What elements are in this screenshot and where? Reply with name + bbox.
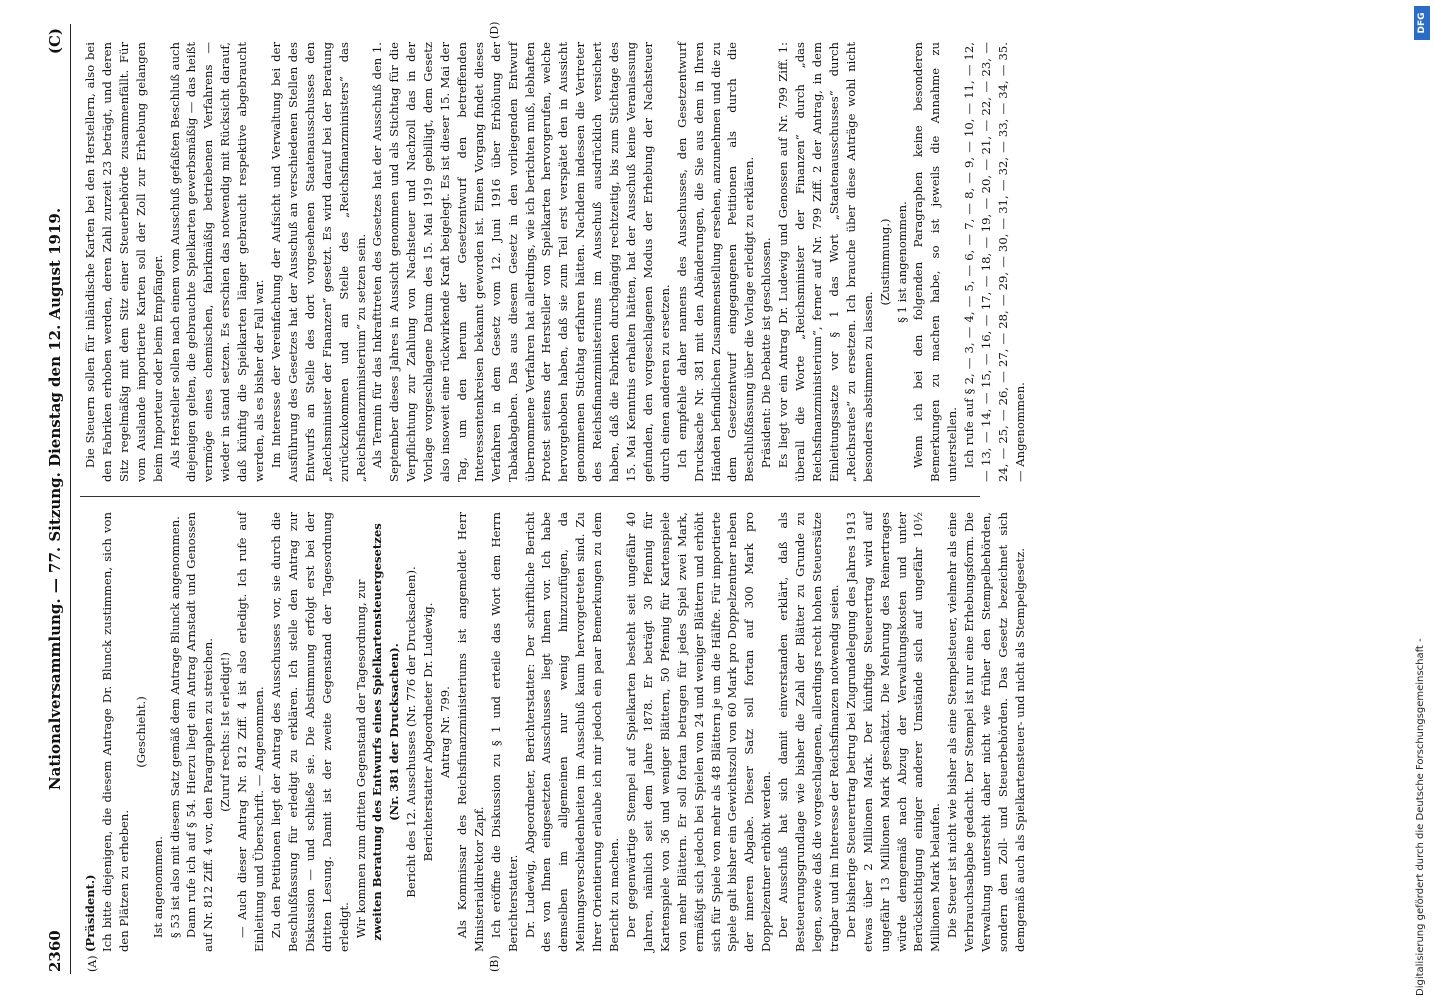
paragraph: Ich empfehle daher namens des Ausschusses, den Gesetzentwurf Drucksache Nr. 381 mit den Abänderungen, die Sie aus dem in Ihren Händen befindlichen Zusammenstellung ersehen, anzunehmen und die zu dem Gesetzentwurf eingegangenen Petitionen als durch die Beschlußfassung über die Vorlage erledigt zu erklären. (674, 42, 757, 482)
paragraph: Ist angenommen. (150, 836, 165, 939)
paragraph: Wir kommen zum dritten Gegenstand der Tagesordnung, zur (353, 579, 368, 939)
paragraph-president: Präsident: Die Debatte ist geschlossen. (759, 237, 774, 469)
paragraph: Der bisherige Steuerertrag betrug bei Zugrundelegung des Jahres 1913 etwas über 2 Millionen Mark. Der künftige Steuerertrag wird auf ungefähr 13 Millionen Mark geschätzt. Die Mehrung des Reinertrages würde demgemäß nach Abzug der Verwaltungskosten und unter Berücksichtigung einiger anderer Umstände sich auf ungefähr 10½ Millionen Mark belaufen. (843, 512, 943, 952)
paragraph: Die Steuer ist nicht wie bisher als eine Stempelsteuer, vielmehr als eine Verbrauchsabgabe gedacht. Der Stempel ist nur eine Erhebungsform. Die Verwaltung untersteht daher nicht wie früher den Stempelbehörden, sondern den Zoll- und Steuerbehörden. Das Gesetz bezeichnet sich demgemäß auch als Spielkartensteuer- und nicht als Stempelgesetz. (945, 512, 1027, 952)
stage-direction: (Zuruf rechts: Ist erledigt!) (218, 652, 233, 812)
speech-paragraph: Dr. Ludewig, Abgeordneter, Berichterstatter: Der schriftliche Bericht des von Ihnen eingesetzten Ausschusses liegt Ihnen vor. Ich habe demselben im allgemeinen nur wenig hinzuzufügen, da Meinungsverschiedenheiten im Ausschuß kaum hervorgetreten sind. Zu Ihrer Orientierung erlaube ich mir jedoch ein paar Bemerkungen zu dem Bericht zu machen. (522, 512, 622, 952)
paragraph: Dann rufe ich auf § 54. Hierzu liegt ein Antrag Arnstadt und Genossen auf Nr. 812 Ziff. 4 vor, den Paragraphen zu streichen. (184, 512, 216, 952)
paragraph: Als Termin für das Inkrafttreten des Gesetzes hat der Ausschuß den 1. September dieses Jahres in Aussicht genommen und als Stichtag für die Verpflichtung zur Zahlung von Nachsteuer und Nachzoll das in der Vorlage vorgeschlagene Datum des 15. Mai 1919 gebilligt, dem Gesetz also insoweit eine rückwirkende Kraft beigelegt. Es ist dieser 15. Mai der Tag, um den herum der Gesetzentwurf den betreffenden Interessentenkreisen bekannt geworden ist. Einen Vorgang findet dieses Verfahren in dem Gesetz vom 12. Juni 1916 über Erhöhung der Tabakabgaben. Das aus diesem Gesetz in den vorliegenden Entwurf übernommene Verfahren hat allerdings, wie ich berichten muß, lebhaften Protest seitens der Hersteller von Spielkarten hervorgerufen, welche hervorgehoben haben, daß sie zum Teil erst verspätet den in Aussicht genommenen Stichtag erfahren hätten. Nachdem indessen die Vertreter des Reichsfinanzministeriums im Ausschuß ausdrücklich versichert haben, daß die Fabriken durchgängig rechtzeitig, bis zum Stichtage des 15. Mai Kenntnis erhalten hätten, hat der Ausschuß keine Veranlassung gefunden, den vorgeschlagenen Modus der Erhebung der Nachsteuer durch einen anderen zu ersetzen. (370, 42, 672, 482)
agenda-heading: zweiten Beratung des Entwurfs eines Spielkartensteuergesetzes (Nr. 381 der Drucksachen). (370, 523, 402, 941)
paragraph: Der gegenwärtige Stempel auf Spielkarten besteht seit ungefähr 40 Jahren, nämlich seit dem Jahre 1878. Er beträgt 30 Pfennig für Kartenspiele von 36 und weniger Blättern, 50 Pfennig für Kartenspiele von mehr Blättern. Er soll fortan betragen für jedes Spiel zwei Mark, ermäßigt sich jedoch bei Spielen von 24 und weniger Blättern und erhöht sich für Spiele von mehr als 48 Blättern je um die Hälfte. Für importierte Spiele galt bisher ein Gewichtszoll von 60 Mark pro Doppelzentner neben der inneren Abgabe. Dieser Satz soll fortan auf 300 Mark pro Doppelzentner erhöht werden. (624, 512, 774, 952)
paragraph: Es liegt vor ein Antrag Dr. Ludewig und Genossen auf Nr. 799 Ziff. 1: überall die Worte „Reichsminister der Finanzen“ durch „das Reichsfinanzministerium“, ferner auf Nr. 799 Ziff. 2 der Antrag, in dem Einleitungssatze vor § 1 das Wort „Staatenausschusses“ durch „Reichsrates“ zu ersetzen. Ich brauche über diese Anträge wohl nicht besonders abstimmen zu lassen. (776, 42, 875, 482)
stage-direction: (Zustimmung.) (877, 218, 892, 306)
left-column (82, 512, 1029, 952)
page-number: 2360 (46, 930, 64, 972)
paragraph: Im Interesse der Vereinfachung der Aufsicht und Verwaltung bei der Ausführung des Gesetzes hat der Ausschuß an verschiedenen Stellen des Entwurfs an Stelle des dort vorgesehenen Staatenausschusses den „Reichsminister der Finanzen“ gesetzt. Es wird darauf bei der Beratung zurückzukommen und an Stelle des „Reichsfinanzministers“ das „Reichsfinanzministerium“ zu setzen sein. (268, 42, 368, 482)
paragraph: Zu den Petitionen liegt der Antrag des Ausschusses vor, sie durch die Beschlußfassung für erledigt zu erklären. Ich stelle den Antrag zur Diskussion — und schließe sie. Die Abstimmung erfolgt erst bei der dritten Lesung. Damit ist der zweite Gegenstand der Tagesordnung erledigt. (268, 512, 351, 952)
paragraph: — Auch dieser Antrag Nr. 812 Ziff. 4 ist also erledigt. Ich rufe auf Einleitung und Überschrift. — Angenommen. (235, 512, 267, 952)
paragraph: § 1 ist angenommen. (894, 201, 909, 323)
dfg-logo-text: DFG (1417, 12, 1427, 34)
paragraph: Ich bitte diejenigen, die diesem Antrage Dr. Blunck zustimmen, sich von den Plätzen zu erheben. (99, 512, 131, 952)
rotated-page (40, 21, 1400, 974)
paragraph: Antrag Nr. 799. (438, 686, 453, 778)
dfg-logo (1414, 6, 1430, 40)
credit-text: Digitalisierung gefördert durch die Deutsche Forschungsgemeinschaft - (1415, 638, 1426, 996)
paragraph: Als Hersteller sollen nach einem vom Ausschuß gefaßten Beschluß auch diejenigen gelten, die gebrauchte Spielkarten gewerbsmäßig — das heißt vermöge eines chemischen, fabrikmäßig betriebenen Verfahrens — wieder in stand setzen. Es erschien das notwendig mit Rücksicht darauf, daß künftig die Spielkarten länger gebraucht respektive abgebraucht werden, als es bisher der Fall war. (167, 41, 267, 482)
paragraph: Als Kommissar des Reichsfinanzministeriums ist angemeldet Herr Ministerialdirektor Zapf. (454, 512, 486, 952)
paragraph: Berichterstatter Abgeordneter Dr. Ludewig. (421, 602, 436, 862)
margin-marker-c: (C) (46, 28, 64, 55)
paragraph: Ich eröffne die Diskussion zu § 1 und erteile das Wort dem Herrn Berichterstatter. (488, 512, 520, 952)
column-divider (80, 496, 980, 497)
paragraph: § 53 ist also mit diesem Satz gemäß dem Antrage Blunck angenommen. (167, 516, 182, 939)
paragraph: Wenn ich bei den folgenden Paragraphen keine besonderen Bemerkungen zu machen habe, so ist jeweils die Annahme zu unterstellen. (911, 42, 960, 482)
paragraph: Bericht des 12. Ausschusses (Nr. 776 der Drucksachen). (404, 566, 419, 898)
margin-marker-d: (D) (488, 21, 501, 39)
speaker-label: (Präsident.) (83, 874, 97, 952)
page-title: Nationalversammlung. — 77. Sitzung. Dienstag den 12. August 1919. (46, 207, 64, 791)
page-header (40, 24, 71, 974)
right-column (82, 42, 1029, 482)
paragraph: Der Ausschuß hat sich damit einverstanden erklärt, daß als Besteuerungsgrundlage wie bisher die Zahl der Blätter zu Grunde zu legen, sowie daß die vorgeschlagenen, allerdings recht hohen Steuersätze tragbar und im Interesse der Reichsfinanzen notwendig seien. (776, 512, 841, 952)
paragraph: Ich rufe auf § 2, — 3, — 4, — 5, — 6, — 7, — 8, — 9, — 10, — 11, — 12, — 13, — 14, — 15, — 16, — 17, — 18, — 19, — 20, — 21, — 22, — 23, — 24, — 25, — 26, — 27, — 28, — 29, — 30, — 31, — 32, — 33, — 34, — 35. — Angenommen. (962, 42, 1027, 482)
margin-marker-b: (B) (488, 955, 501, 972)
margin-marker-a: (A) (86, 955, 99, 972)
digitization-credit (1412, 6, 1430, 996)
stage-direction: (Geschieht.) (133, 696, 148, 768)
paragraph: Die Steuern sollen für inländische Karten bei den Herstellern, also bei den Fabriken erhoben werden, deren Zahl zurzeit 23 beträgt, und deren Sitz regelmäßig mit dem Sitz einer Steuerbehörde zusammenfällt. Für vom Auslande importierte Karten soll der Zoll zur Erhebung gelangen beim Importeur oder beim Empfänger. (83, 42, 165, 482)
